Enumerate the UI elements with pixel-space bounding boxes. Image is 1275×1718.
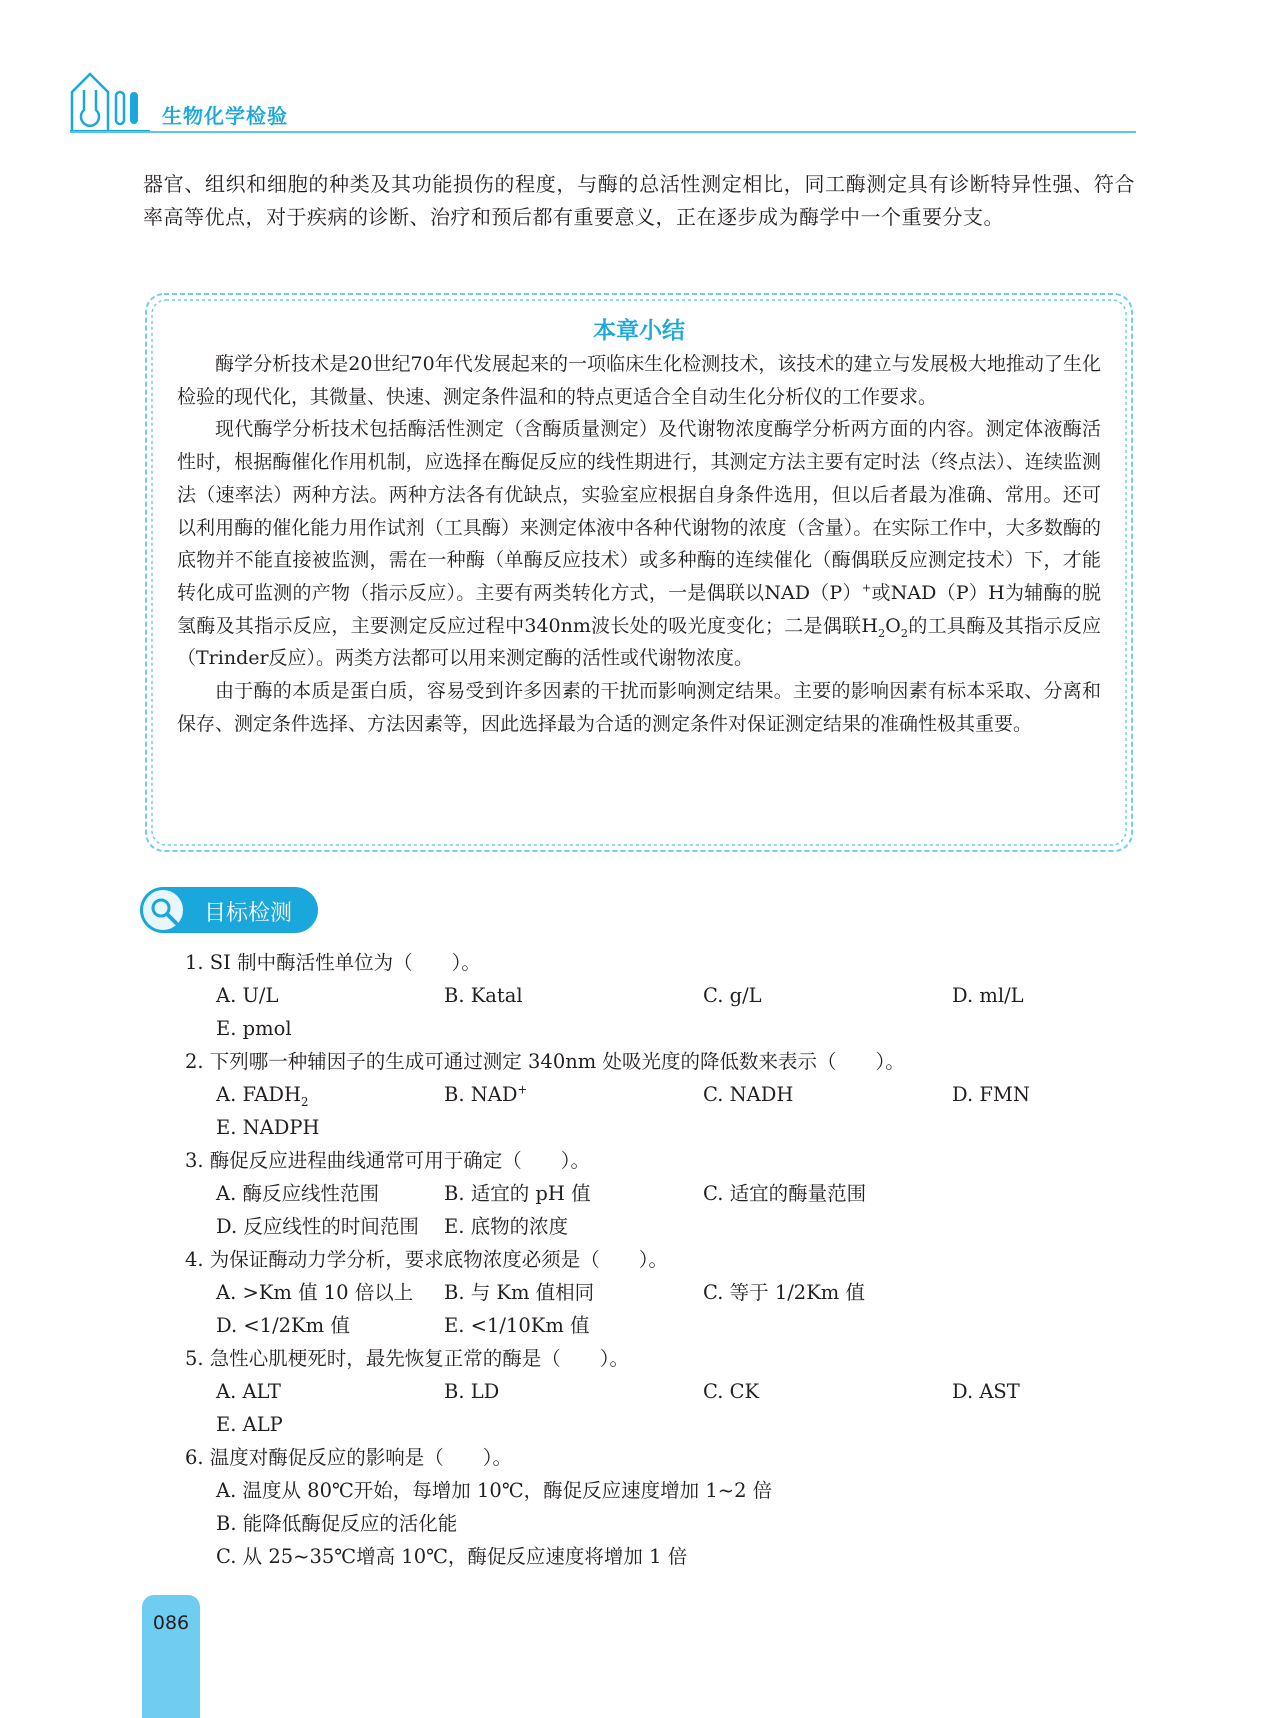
- question-6-option-b-row: [0, 1507, 1275, 1540]
- question-4-options: [0, 1276, 1275, 1309]
- option-e: E. pmol: [216, 1017, 292, 1040]
- question-5-options: [0, 1375, 1275, 1408]
- option-e: E. <1/10Km 值: [444, 1314, 590, 1337]
- option-c: C. NADH: [703, 1083, 794, 1106]
- intro-text: 器官、组织和细胞的种类及其功能损伤的程度，与酶的总活性测定相比，同工酶测定具有诊断特异性强、符合率高等优点，对于疾病的诊断、治疗和预后都有重要意义，正在逐步成为酶学中一个重要分支。: [143, 172, 1135, 229]
- option-e: E. ALP: [216, 1413, 283, 1436]
- option-b: B. 适宜的 pH 值: [444, 1182, 591, 1205]
- option-c: C. g/L: [703, 984, 762, 1007]
- question-6-option-a-row: [0, 1474, 1275, 1507]
- question-5: 5. 急性心肌梗死时，最先恢复正常的酶是（ ）。: [185, 1347, 630, 1370]
- summary-paragraph-3: 由于酶的本质是蛋白质，容易受到许多因素的干扰而影响测定结果。主要的影响因素有标本采取、分离和保存、测定条件选择、方法因素等，因此选择最为合适的测定条件对保证测定结果的准确性极其重要。: [177, 680, 1101, 735]
- page-number: 086: [152, 1612, 190, 1634]
- question-6-option-c-row: [0, 1540, 1275, 1573]
- quiz-list: [0, 946, 1275, 1573]
- option-e: E. NADPH: [216, 1116, 320, 1139]
- lab-flask-logo-icon: [70, 70, 150, 132]
- option-d: D. 反应线性的时间范围: [216, 1215, 419, 1238]
- question-4-options-2: [0, 1309, 1275, 1342]
- question-3-options: [0, 1177, 1275, 1210]
- option-a: A. 酶反应线性范围: [216, 1182, 379, 1205]
- summary-body: [177, 348, 1101, 740]
- option-a: A. >Km 值 10 倍以上: [216, 1281, 414, 1304]
- option-c: C. 适宜的酶量范围: [703, 1182, 867, 1205]
- option-c: C. CK: [703, 1380, 760, 1403]
- header-divider: [70, 131, 1136, 133]
- option-b: B. 能降低酶促反应的活化能: [216, 1512, 458, 1535]
- option-d: D. <1/2Km 值: [216, 1314, 350, 1337]
- question-1-options-2: [0, 1012, 1275, 1045]
- question-3: 3. 酶促反应进程曲线通常可用于确定（ ）。: [185, 1149, 591, 1172]
- question-2-options-2: [0, 1111, 1275, 1144]
- option-e: E. 底物的浓度: [444, 1215, 569, 1238]
- question-2: 2. 下列哪一种辅因子的生成可通过测定 340nm 处吸光度的降低数来表示（ ）。: [185, 1050, 905, 1073]
- magnifier-icon: [149, 896, 179, 926]
- option-a: A. $FADH_2$: [216, 1083, 309, 1109]
- option-b: B. 与 Km 值相同: [444, 1281, 595, 1304]
- option-b: B. NAD+: [444, 1082, 528, 1106]
- option-d: D. ml/L: [952, 984, 1024, 1007]
- question-6: 6. 温度对酶促反应的影响是（ ）。: [185, 1446, 513, 1469]
- question-2-options: [0, 1078, 1275, 1111]
- question-5-options-2: [0, 1408, 1275, 1441]
- option-b: B. LD: [444, 1380, 500, 1403]
- option-a: A. 温度从 80℃开始，每增加 10℃，酶促反应速度增加 1~2 倍: [216, 1479, 773, 1502]
- question-1: 1. SI 制中酶活性单位为（ ）。: [185, 951, 481, 974]
- page-header: [0, 0, 1275, 140]
- intro-paragraph: [143, 168, 1135, 234]
- question-4: 4. 为保证酶动力学分析，要求底物浓度必须是（ ）。: [185, 1248, 669, 1271]
- question-3-options-2: [0, 1210, 1275, 1243]
- summary-paragraph-1: 酶学分析技术是20世纪70年代发展起来的一项临床生化检测技术，该技术的建立与发展极大地推动了生化检验的现代化，其微量、快速、测定条件温和的特点更适合全自动生化分析仪的工作要求。: [177, 353, 1101, 408]
- summary-title: 本章小结: [593, 318, 685, 344]
- question-1-options: [0, 979, 1275, 1012]
- option-d: D. FMN: [952, 1083, 1030, 1106]
- book-title: 生物化学检验: [162, 104, 288, 128]
- option-d: D. AST: [952, 1380, 1020, 1403]
- option-c: C. 从 25~35℃增高 10℃，酶促反应速度将增加 1 倍: [216, 1545, 688, 1568]
- option-b: B. Katal: [444, 984, 523, 1007]
- section-title: 目标检测: [204, 901, 293, 926]
- option-a: A. U/L: [216, 984, 279, 1007]
- option-a: A. ALT: [216, 1380, 281, 1403]
- summary-paragraph-2: 现代酶学分析技术包括酶活性测定（含酶质量测定）及代谢物浓度酶学分析两方面的内容。测定体液酶活性时，根据酶催化作用机制，应选择在酶促反应的线性期进行，其测定方法主要有定时法（终点法）、连续监测法（速率法）两种方法。两种方法各有优缺点，实验室应根据自身条件选用，但以后者最为准确、常用。还可以利用酶的催化能力用作试剂（工具酶）来测定体液中各种代谢物的浓度（含量）。在实际工作中，大多数酶的底物并不能直接被监测，需在一种酶（单酶反应技术）或多种酶的连续催化（酶偶联反应测定技术）下，才能转化成可监测的产物（指示反应）。主要有两类转化方式，一是偶联以NAD（P）+或NAD（P）H为辅酶的脱氢酶及其指示反应，主要测定反应过程中340nm波长处的吸光度变化；二是偶联$H_2O_2$的工具酶及其指示反应（Trinder反应）。两类方法都可以用来测定酶的活性或代谢物浓度。: [177, 418, 1101, 670]
- option-c: C. 等于 1/2Km 值: [703, 1281, 865, 1304]
